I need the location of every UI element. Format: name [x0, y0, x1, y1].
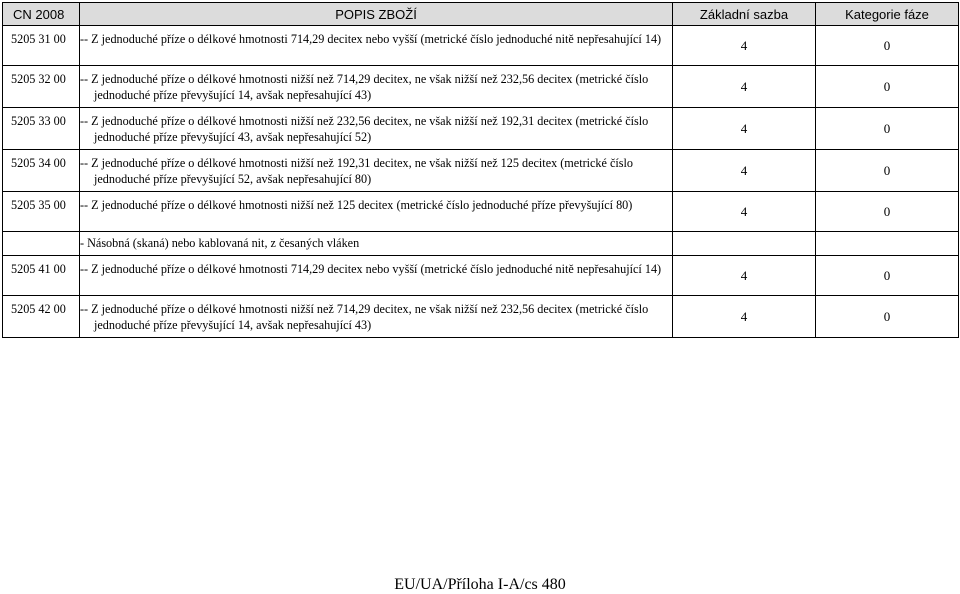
description-cell — [80, 256, 673, 296]
cn-code: 5205 42 00 — [3, 296, 80, 338]
description-cell — [80, 108, 673, 150]
cn-code: 5205 35 00 — [3, 192, 80, 232]
description-text: -- Z jednoduché příze o délkové hmotnosti 714,29 decitex nebo vyšší (metrické číslo jednoduché nitě nepřesahující 14) — [80, 32, 662, 46]
stage-category: 0 — [816, 150, 959, 192]
base-rate: 4 — [673, 256, 816, 296]
stage-category: 0 — [816, 26, 959, 66]
table-row — [3, 150, 959, 192]
stage-category: 0 — [816, 66, 959, 108]
table-row — [3, 66, 959, 108]
table-row — [3, 108, 959, 150]
stage-category — [816, 232, 959, 256]
cn-code: 5205 41 00 — [3, 256, 80, 296]
header-base-rate: Základní sazba — [673, 3, 816, 26]
description-cell — [80, 192, 673, 232]
description-cell — [80, 66, 673, 108]
description-text: -- Z jednoduché příze o délkové hmotnosti nižší než 125 decitex (metrické číslo jednoduché příze převyšující 80) — [80, 198, 633, 212]
description-cell — [80, 150, 673, 192]
stage-category: 0 — [816, 192, 959, 232]
description-text: -- Z jednoduché příze o délkové hmotnosti 714,29 decitex nebo vyšší (metrické číslo jednoduché nitě nepřesahující 14) — [80, 262, 662, 276]
cn-code — [3, 232, 80, 256]
description-text: -- Z jednoduché příze o délkové hmotnosti nižší než 714,29 decitex, ne však nižší než 232,56 decitex (metrické číslo jednoduché příze převyšující 14, avšak nepřesahující 43) — [80, 302, 649, 332]
table-row — [3, 256, 959, 296]
base-rate: 4 — [673, 150, 816, 192]
base-rate: 4 — [673, 108, 816, 150]
description-cell — [80, 26, 673, 66]
table-header-row — [3, 3, 959, 26]
description-cell — [80, 232, 673, 256]
table-row — [3, 26, 959, 66]
page-footer: EU/UA/Příloha I-A/cs 480 — [394, 576, 566, 593]
cn-code: 5205 34 00 — [3, 150, 80, 192]
tariff-table — [2, 2, 959, 338]
base-rate — [673, 232, 816, 256]
base-rate: 4 — [673, 26, 816, 66]
description-text: -- Z jednoduché příze o délkové hmotnosti nižší než 232,56 decitex, ne však nižší než 192,31 decitex (metrické číslo jednoduché příze převyšující 43, avšak nepřesahující 52) — [80, 114, 649, 144]
base-rate: 4 — [673, 296, 816, 338]
stage-category: 0 — [816, 296, 959, 338]
description-text: - Násobná (skaná) nebo kablovaná nit, z česaných vláken — [80, 236, 360, 250]
base-rate: 4 — [673, 192, 816, 232]
header-stage-category: Kategorie fáze — [816, 3, 959, 26]
table-row — [3, 192, 959, 232]
table-row — [3, 296, 959, 338]
description-cell — [80, 296, 673, 338]
table-row — [3, 232, 959, 256]
stage-category: 0 — [816, 256, 959, 296]
cn-code: 5205 32 00 — [3, 66, 80, 108]
cn-code: 5205 31 00 — [3, 26, 80, 66]
cn-code: 5205 33 00 — [3, 108, 80, 150]
description-text: -- Z jednoduché příze o délkové hmotnosti nižší než 714,29 decitex, ne však nižší než 232,56 decitex (metrické číslo jednoduché příze převyšující 14, avšak nepřesahující 43) — [80, 72, 649, 102]
header-cn-code: CN 2008 — [3, 3, 80, 26]
header-description: POPIS ZBOŽÍ — [80, 3, 673, 26]
base-rate: 4 — [673, 66, 816, 108]
stage-category: 0 — [816, 108, 959, 150]
description-text: -- Z jednoduché příze o délkové hmotnosti nižší než 192,31 decitex, ne však nižší než 125 decitex (metrické číslo jednoduché příze převyšující 52, avšak nepřesahující 80) — [80, 156, 634, 186]
